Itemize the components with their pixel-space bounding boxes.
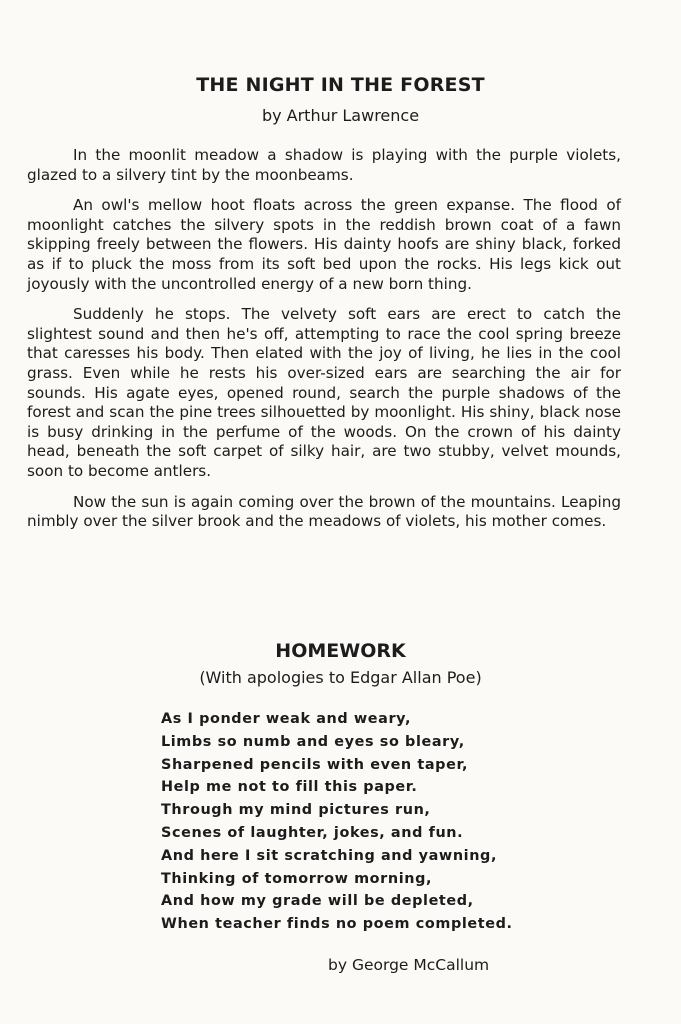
story-byline: by Arthur Lawrence: [261, 106, 420, 125]
story-paragraph: Suddenly he stops. The velvety soft ears are erect to catch the slightest sound and then he's off, attempting to race the cool spring breeze that caresses his body. Then elated with the joy of living, he lies in the cool grass. Even while he rests his over-sized ears are searching the air for sounds. His agate eyes, opened round, search the purple shadows of the forest and scan the pine trees silhouetted by moonlight. His shiny, black nose is busy drinking in the perfume of the woods. On the crown of his dainty head, beneath the soft carpet of silky hair, are two stubby, velvet mounds, soon to become antlers.: [27, 305, 621, 480]
story-title: THE NIGHT IN THE FOREST: [196, 74, 485, 96]
poem-line: When teacher finds no poem completed.: [161, 916, 513, 933]
poem-line: Thinking of tomorrow morning,: [161, 870, 433, 887]
poem-line: And how my grade will be depleted,: [161, 893, 474, 910]
story-paragraph: Now the sun is again coming over the brown of the mountains. Leaping nimbly over the silver brook and the meadows of violets, his mother comes.: [27, 492, 621, 531]
poem-byline: by George McCallum: [328, 956, 490, 974]
poem-line: Limbs so numb and eyes so bleary,: [161, 733, 465, 750]
poem-line: And here I sit scratching and yawning,: [161, 847, 498, 864]
poem-line: As I ponder weak and weary,: [161, 711, 412, 727]
story-paragraph: In the moonlit meadow a shadow is playing with the purple violets, glazed to a silvery tint by the moonbeams.: [27, 146, 621, 184]
story-paragraph: An owl's mellow hoot floats across the green expanse. The flood of moonlight catches the silvery spots in the reddish brown coat of a fawn skipping freely between the flowers. His dainty hoofs are shiny black, forked as if to pluck the moss from its soft bed upon the rocks. His legs kick out joyously with the uncontrolled energy of a new born thing.: [27, 196, 621, 293]
poem-body: [161, 708, 631, 936]
poem-title: HOMEWORK: [275, 640, 406, 662]
poem-subtitle: (With apologies to Edgar Allan Poe): [199, 668, 482, 687]
poem-line: Help me not to fill this paper.: [161, 779, 418, 796]
story-body: [27, 146, 621, 543]
poem-line: Scenes of laughter, jokes, and fun.: [161, 824, 464, 841]
poem-line: Sharpened pencils with even taper,: [161, 756, 469, 773]
poem-line: Through my mind pictures run,: [161, 802, 431, 819]
